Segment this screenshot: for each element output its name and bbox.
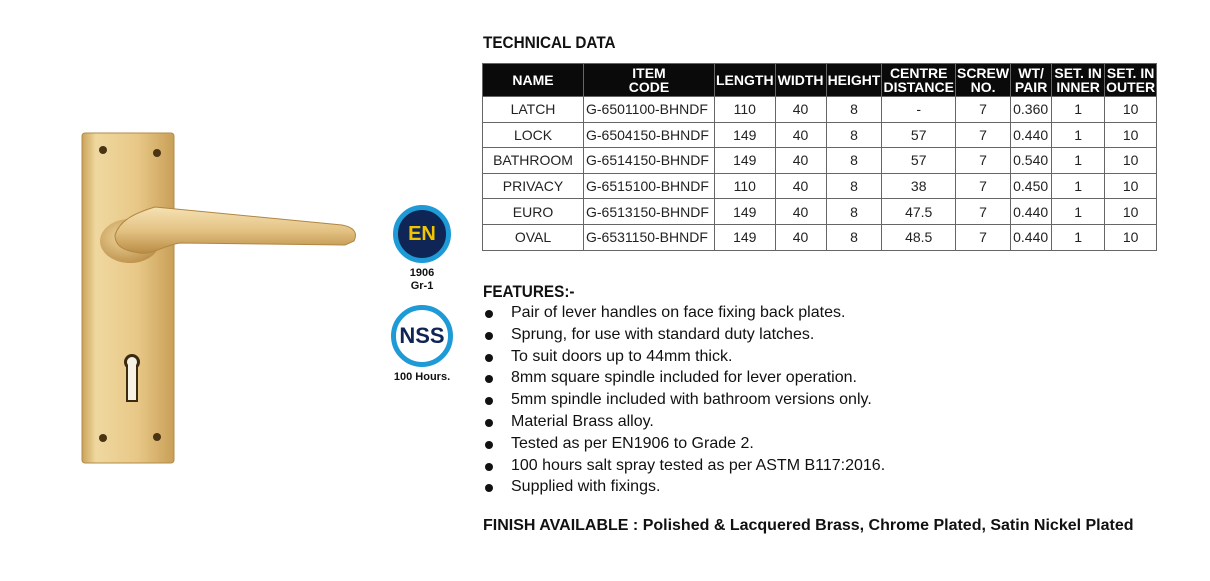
table-cell: OVAL: [483, 224, 584, 250]
table-header-text: DISTANCE: [883, 79, 954, 95]
table-cell: 0.440: [1011, 224, 1052, 250]
table-row: [483, 122, 1157, 148]
table-header-text: SET. IN: [1054, 65, 1102, 81]
table-cell: 8: [826, 224, 882, 250]
en-caption-line-2: Gr-1: [410, 280, 434, 292]
table-cell: 10: [1105, 199, 1157, 225]
table-header-text: SET. IN: [1106, 65, 1155, 81]
table-header-text: NO.: [970, 79, 996, 95]
table-cell: BATHROOM: [483, 148, 584, 174]
table-header-cell: [483, 64, 584, 97]
table-header-text: CENTRE: [889, 65, 948, 81]
table-cell: G-6531150-BHNDF: [584, 224, 715, 250]
table-cell: 0.450: [1011, 173, 1052, 199]
table-cell: 8: [826, 122, 882, 148]
table-cell: 57: [882, 122, 956, 148]
table-row: [483, 148, 1157, 174]
list-item: Tested as per EN1906 to Grade 2.: [483, 433, 885, 455]
list-item: Supplied with fixings.: [483, 476, 885, 498]
table-row: [483, 173, 1157, 199]
table-cell: 10: [1105, 122, 1157, 148]
lever-handle-illustration: [60, 125, 390, 470]
table-cell: 40: [775, 224, 826, 250]
features-title: FEATURES:-: [483, 282, 575, 301]
table-cell: G-6515100-BHNDF: [584, 173, 715, 199]
product-image-lever-handle: [60, 125, 390, 470]
table-cell: 1: [1052, 199, 1105, 225]
table-cell: 7: [955, 224, 1010, 250]
table-cell: G-6513150-BHNDF: [584, 199, 715, 225]
table-cell: 40: [775, 97, 826, 123]
table-cell: LOCK: [483, 122, 584, 148]
table-header-cell: [715, 64, 776, 97]
table-cell: 0.440: [1011, 199, 1052, 225]
table-header-cell: [882, 64, 956, 97]
table-cell: 110: [715, 97, 776, 123]
table-cell: 1: [1052, 97, 1105, 123]
list-item: To suit doors up to 44mm thick.: [483, 346, 885, 368]
table-cell: 1: [1052, 224, 1105, 250]
table-cell: 8: [826, 173, 882, 199]
table-cell: 48.5: [882, 224, 956, 250]
table-cell: 0.440: [1011, 122, 1052, 148]
table-header-text: INNER: [1056, 79, 1100, 95]
table-cell: 1: [1052, 148, 1105, 174]
list-item: Pair of lever handles on face fixing back plates.: [483, 302, 885, 324]
table-header-text: CODE: [628, 79, 670, 95]
certification-badges: [382, 205, 462, 384]
table-header-cell: [775, 64, 826, 97]
table-cell: 10: [1105, 224, 1157, 250]
table-cell: 38: [882, 173, 956, 199]
table-cell: 7: [955, 173, 1010, 199]
table-cell: 8: [826, 97, 882, 123]
table-cell: 10: [1105, 173, 1157, 199]
table-cell: 149: [715, 199, 776, 225]
table-cell: 7: [955, 148, 1010, 174]
list-item: 8mm square spindle included for lever operation.: [483, 367, 885, 389]
table-cell: 40: [775, 148, 826, 174]
table-cell: G-6504150-BHNDF: [584, 122, 715, 148]
en-badge-label: EN: [408, 222, 436, 245]
table-cell: 10: [1105, 97, 1157, 123]
table-cell: 8: [826, 199, 882, 225]
table-header-row: [483, 64, 1157, 97]
table-body: [483, 97, 1157, 251]
table-cell: 7: [955, 97, 1010, 123]
table-header-cell: [1105, 64, 1157, 97]
table-header-text: HEIGHT: [827, 72, 881, 88]
table-cell: G-6501100-BHNDF: [584, 97, 715, 123]
table-header-text: ITEM: [632, 65, 666, 81]
table-header-text: PAIR: [1014, 79, 1048, 95]
table-header-text: OUTER: [1106, 79, 1156, 95]
table-header-text: LENGTH: [716, 72, 774, 88]
table-cell: 149: [715, 148, 776, 174]
nss-badge: [391, 305, 453, 367]
table-cell: 1: [1052, 122, 1105, 148]
table-cell: 0.540: [1011, 148, 1052, 174]
table-header-text: WIDTH: [777, 72, 824, 88]
table-header-cell: [826, 64, 882, 97]
table-cell: 40: [775, 122, 826, 148]
list-item: 100 hours salt spray tested as per ASTM B117:2016.: [483, 455, 885, 477]
table-cell: 57: [882, 148, 956, 174]
table-header-cell: [955, 64, 1010, 97]
features-list: [483, 302, 885, 498]
table-cell: EURO: [483, 199, 584, 225]
list-item: Sprung, for use with standard duty latches.: [483, 324, 885, 346]
table-cell: 1: [1052, 173, 1105, 199]
table-cell: 7: [955, 199, 1010, 225]
technical-data-title: TECHNICAL DATA: [483, 33, 616, 52]
table-cell: 47.5: [882, 199, 956, 225]
nss-badge-caption: [382, 371, 462, 384]
table-header-text: SCREW: [956, 65, 1010, 81]
finish-available: FINISH AVAILABLE : Polished & Lacquered Brass, Chrome Plated, Satin Nickel Plated: [483, 517, 1134, 534]
table-header-text: WT/: [1018, 65, 1044, 81]
table-cell: PRIVACY: [483, 173, 584, 199]
table-header-text: NAME: [512, 72, 554, 88]
table-cell: 149: [715, 122, 776, 148]
table-cell: 40: [775, 173, 826, 199]
table-cell: 40: [775, 199, 826, 225]
technical-data-table: [482, 63, 1157, 251]
nss-caption-line-1: 100 Hours.: [393, 371, 451, 383]
list-item: 5mm spindle included with bathroom versions only.: [483, 389, 885, 411]
table-cell: 7: [955, 122, 1010, 148]
table-cell: 8: [826, 148, 882, 174]
table-cell: 149: [715, 224, 776, 250]
table-row: [483, 224, 1157, 250]
table-row: [483, 97, 1157, 123]
nss-badge-label: NSS: [399, 323, 445, 348]
en-badge-caption: [382, 267, 462, 293]
en-caption-line-1: 1906: [409, 267, 435, 279]
table-header-cell: [1052, 64, 1105, 97]
table-cell: G-6514150-BHNDF: [584, 148, 715, 174]
table-cell: LATCH: [483, 97, 584, 123]
table-cell: -: [882, 97, 956, 123]
table-header-cell: [1011, 64, 1052, 97]
table-cell: 10: [1105, 148, 1157, 174]
table-cell: 0.360: [1011, 97, 1052, 123]
table-row: [483, 199, 1157, 225]
table-header-cell: [584, 64, 715, 97]
en-badge: [393, 205, 451, 263]
list-item: Material Brass alloy.: [483, 411, 885, 433]
table-cell: 110: [715, 173, 776, 199]
